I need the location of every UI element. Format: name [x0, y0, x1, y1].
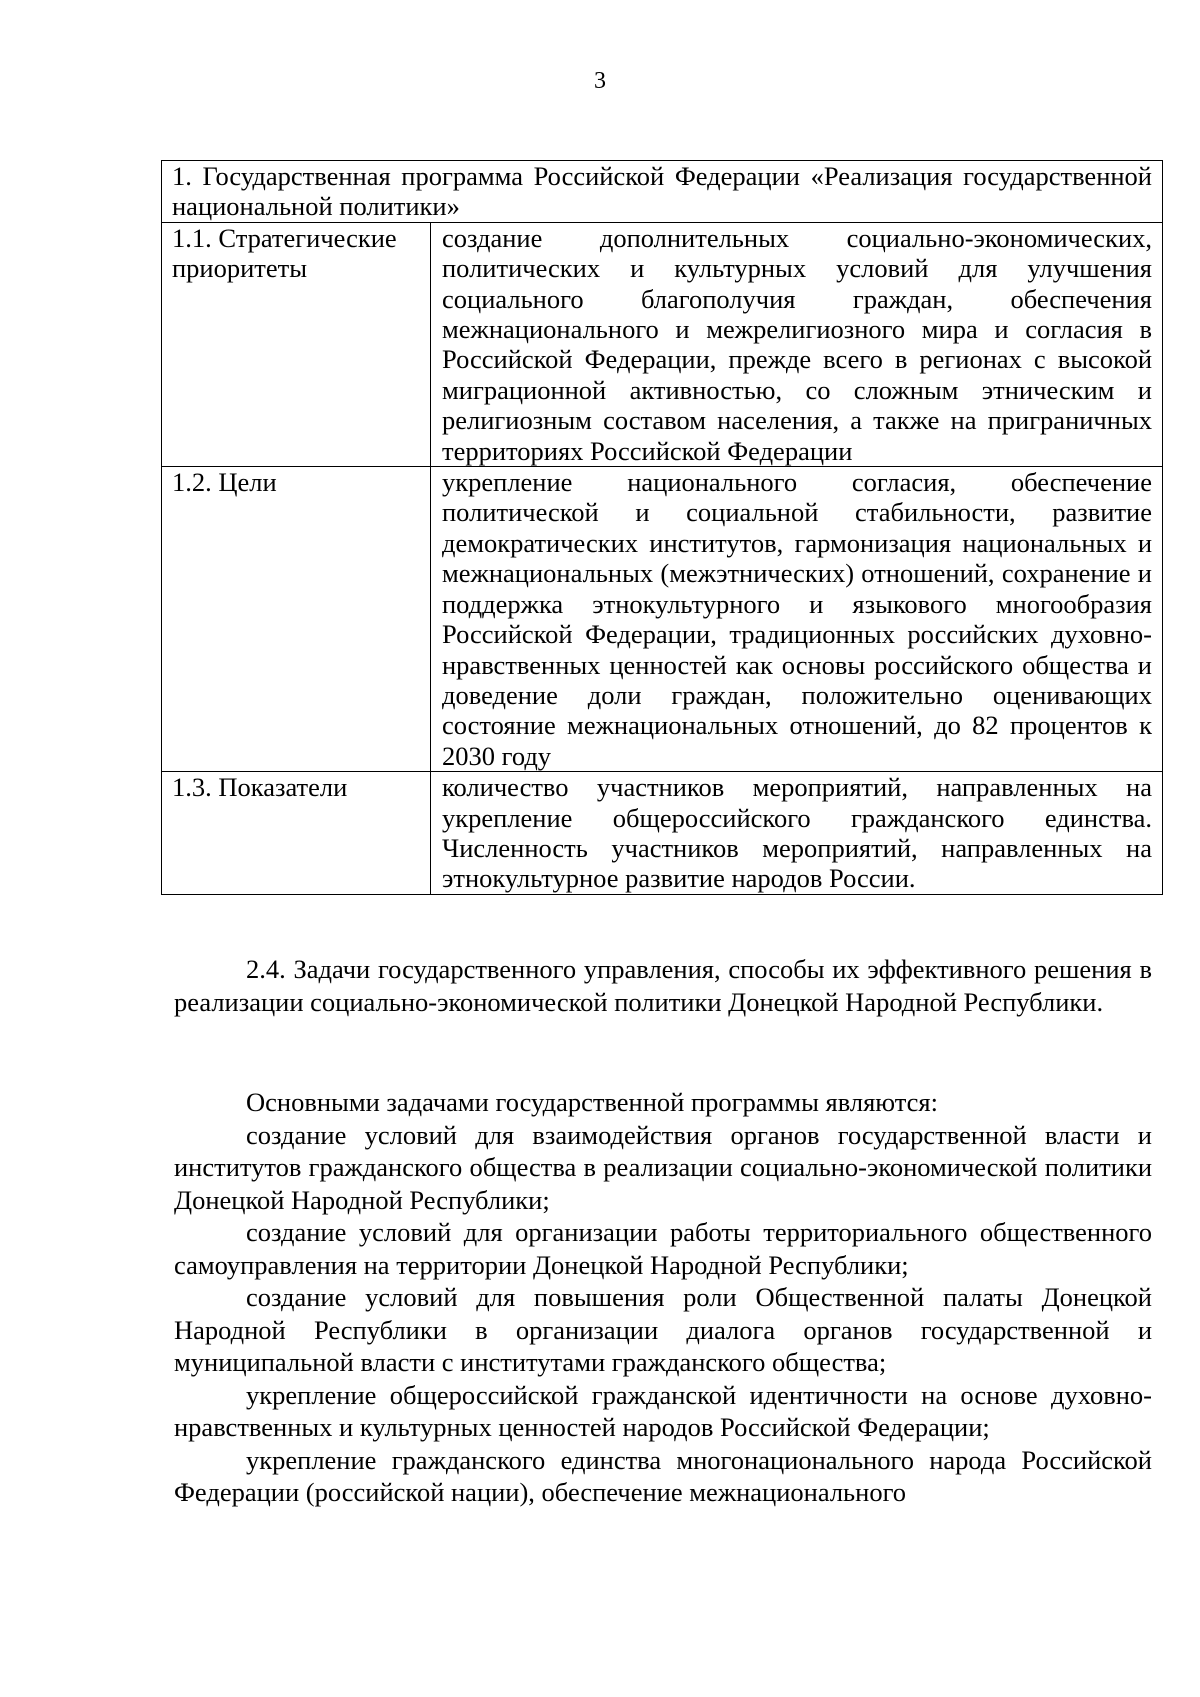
page-number: 3 — [594, 68, 606, 94]
tasks-intro: Основными задачами государственной программы являются: — [246, 1087, 938, 1117]
row-text: создание дополнительных социально-экономических, политических и культурных условий для улучшения социального благополучия граждан, обеспечения межнационального и межрелигиозного мира и согласия в Российской Федерации, прежде всего в регионах с высокой миграционной активностью, со сложным этническим и религиозным составом населения, а также на приграничных территориях Российской Федерации — [431, 222, 1163, 466]
table-row — [162, 222, 1163, 466]
task-item: создание условий для повышения роли Общественной палаты Донецкой Народной Республики в организации диалога органов государственной и муниципальной власти с институтами гражданского общества; — [174, 1282, 1152, 1377]
row-label: 1.1. Стратегические приоритеты — [162, 222, 431, 466]
table-header-cell: 1. Государственная программа Российской Федерации «Реализация государственной национальной политики» — [162, 161, 1163, 223]
row-text: укрепление национального согласия, обеспечение политической и социальной стабильности, развитие демократических институтов, гармонизация национальных и межнациональных (межэтнических) отношений, сохранение и поддержка этнокультурного и языкового многообразия Российской Федерации, традиционных российских духовно-нравственных ценностей как основы российского общества и доведение доли граждан, положительно оценивающих состояние межнациональных отношений, до 82 процентов к 2030 году — [431, 467, 1163, 772]
program-table — [161, 160, 1163, 895]
section-heading: 2.4. Задачи государственного управления, способы их эффективного решения в реализации социально-экономической политики Донецкой Народной Республики. — [174, 954, 1152, 1017]
table-row — [162, 772, 1163, 895]
table-row — [162, 467, 1163, 772]
task-item: создание условий для взаимодействия органов государственной власти и институтов гражданского общества в реализации социально-экономической политики Донецкой Народной Республики; — [174, 1119, 1152, 1215]
row-text: количество участников мероприятий, направленных на укрепление общероссийского гражданского единства. Численность участников мероприятий, направленных на этнокультурное развитие народов России. — [431, 772, 1163, 895]
task-item: укрепление общероссийской гражданской идентичности на основе духовно-нравственных и культурных ценностей народов Российской Федерации; — [174, 1379, 1152, 1442]
row-label: 1.2. Цели — [162, 467, 431, 772]
table-header-row — [162, 161, 1163, 223]
section-block — [174, 953, 1152, 1018]
task-item: создание условий для организации работы территориального общественного самоуправления на территории Донецкой Народной Республики; — [174, 1217, 1152, 1280]
task-item: укрепление гражданского единства многонационального народа Российской Федерации (российской нации), обеспечение межнационального — [174, 1444, 1152, 1507]
row-label: 1.3. Показатели — [162, 772, 431, 895]
tasks-block — [174, 1086, 1152, 1509]
